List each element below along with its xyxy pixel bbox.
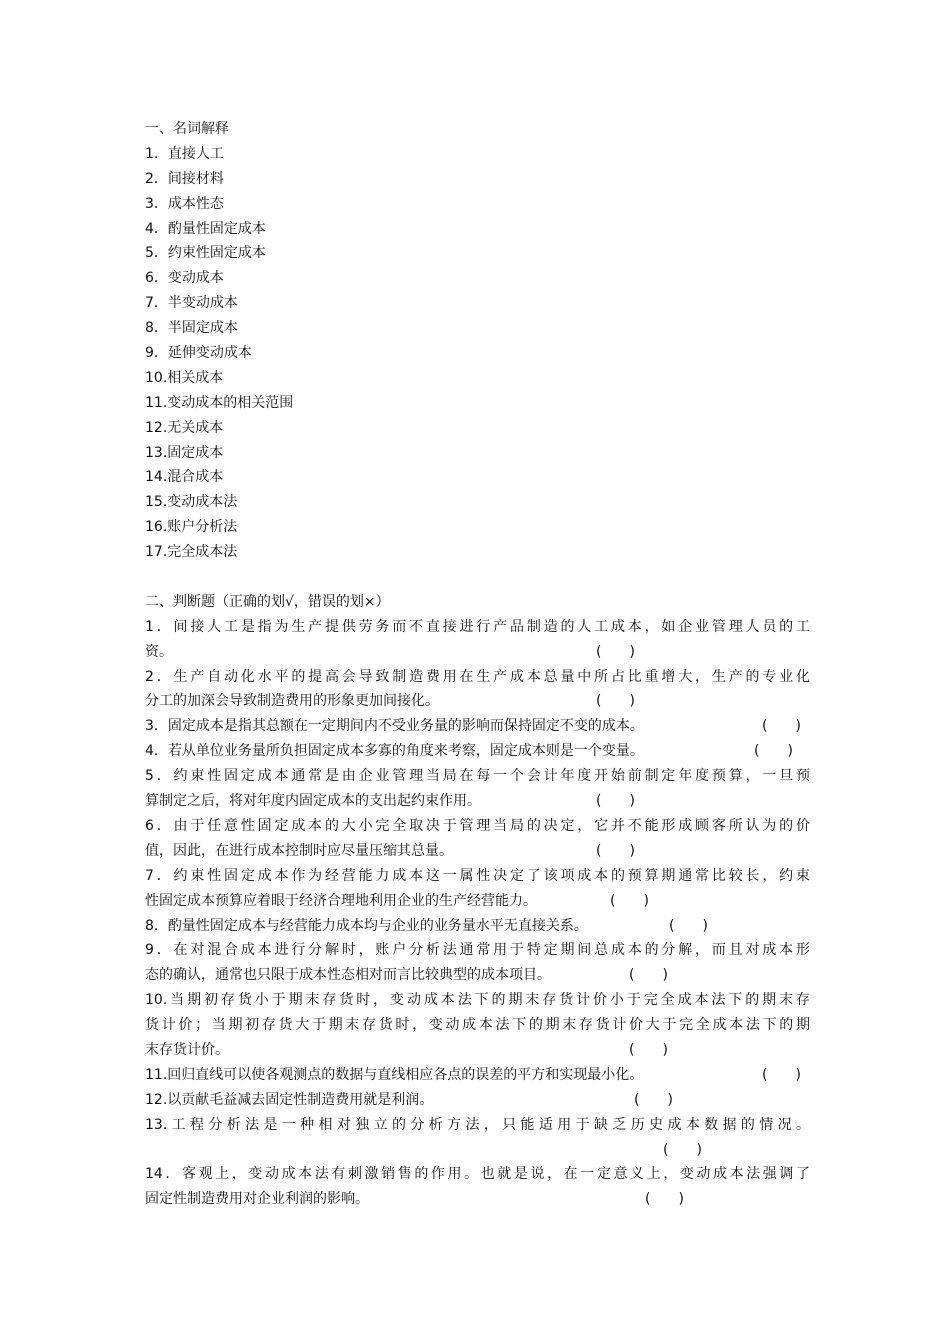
answer-parentheses[interactable]: ( ): [762, 718, 801, 735]
question-2-line-2: [145, 689, 810, 714]
term-item: 4．酌量性固定成本: [145, 220, 266, 237]
question-5-line-1: 5．约束性固定成本通常是由企业管理当局在每一个会计年度开始前制定年度预算，一旦预: [145, 768, 810, 785]
question-1-line-1: 1．间接人工是指为生产提供劳务而不直接进行产品制造的人工成本，如企业管理人员的工: [145, 618, 810, 635]
term-item: 11.变动成本的相关范围: [145, 394, 294, 411]
question-12-line-1: [145, 1088, 810, 1113]
question-11-line-1: [145, 1063, 810, 1088]
answer-parentheses[interactable]: ( ): [629, 1041, 668, 1058]
question-2-line-1: 2．生产自动化水平的提高会导致制造费用在生产成本总量中所占比重增大，生产的专业化: [145, 668, 810, 685]
question-5-line-2: [145, 789, 810, 814]
answer-parentheses[interactable]: ( ): [610, 892, 649, 909]
answer-parentheses[interactable]: ( ): [629, 967, 668, 984]
term-item: 3．成本性态: [145, 195, 224, 212]
question-text: 8．酌量性固定成本与经营能力成本均与企业的业务量水平无直接关系。: [145, 917, 588, 934]
answer-parentheses[interactable]: ( ): [596, 793, 635, 810]
question-7-line-1: 7．约束性固定成本作为经营能力成本这一属性决定了该项成本的预算期通常比较长，约束: [145, 867, 810, 884]
section1-heading: 一、名词解释: [145, 121, 229, 137]
question-10-line-2: 货计价；当期初存货大于期末存货时，变动成本法下的期末存货计价大于完全成本法下的期: [145, 1017, 810, 1034]
answer-parentheses[interactable]: ( ): [645, 1191, 684, 1208]
question-text: 4．若从单位业务量所负担固定成本多寡的角度来考察，固定成本则是一个变量。: [145, 743, 644, 760]
question-text: 分工的加深会导致制造费用的形象更加间接化。: [145, 693, 439, 710]
question-13-line-2: [145, 1138, 810, 1163]
question-1-line-2: [145, 640, 810, 665]
term-item: 12.无关成本: [145, 419, 224, 436]
question-9-line-2: [145, 963, 810, 988]
answer-parentheses[interactable]: ( ): [663, 1141, 702, 1158]
term-item: 5．约束性固定成本: [145, 245, 266, 262]
term-item: 9．延伸变动成本: [145, 345, 252, 362]
question-14-line-1: 14．客观上，变动成本法有刺激销售的作用。也就是说，在一定意义上，变动成本法强调了: [145, 1166, 810, 1183]
question-text: 态的确认，通常也只限于成本性态相对而言比较典型的成本项目。: [145, 967, 551, 984]
question-text: 11.回归直线可以使各观测点的数据与直线相应各点的误差的平方和实现最小化。: [145, 1066, 644, 1083]
question-9-line-1: 9．在对混合成本进行分解时，账户分析法通常用于特定期间总成本的分解，而且对成本形: [145, 942, 810, 959]
question-text: 算制定之后，将对年度内固定成本的支出起约束作用。: [145, 793, 481, 810]
answer-parentheses[interactable]: ( ): [634, 1091, 673, 1108]
term-item: 7．半变动成本: [145, 295, 238, 312]
question-4-line-1: [145, 739, 810, 764]
question-text: 末存货计价。: [145, 1041, 229, 1058]
term-item: 2．间接材料: [145, 170, 224, 187]
question-7-line-2: [145, 889, 810, 914]
section-gap: [145, 565, 810, 590]
question-6-line-2: [145, 839, 810, 864]
question-text: 固定性制造费用对企业利润的影响。: [145, 1191, 369, 1208]
question-6-line-1: 6．由于任意性固定成本的大小完全取决于管理当局的决定，它并不能形成顾客所认为的价: [145, 817, 810, 834]
question-text: 3．固定成本是指其总额在一定期间内不受业务量的影响而保持固定不变的成本。: [145, 718, 644, 735]
term-item: 16.账户分析法: [145, 519, 238, 536]
question-3-line-1: [145, 714, 810, 739]
question-text: 值，因此，在进行成本控制时应尽量压缩其总量。: [145, 842, 453, 859]
answer-parentheses[interactable]: ( ): [669, 917, 708, 934]
term-item: 10.相关成本: [145, 369, 224, 386]
term-item: 17.完全成本法: [145, 544, 238, 561]
answer-parentheses[interactable]: ( ): [596, 643, 635, 660]
answer-parentheses[interactable]: ( ): [596, 693, 635, 710]
question-text: 资。: [145, 643, 173, 660]
question-text: 12.以贡献毛益减去固定性制造费用就是利润。: [145, 1091, 434, 1108]
section2-heading: 二、判断题（正确的划√，错误的划×）: [145, 593, 390, 610]
question-8-line-1: [145, 914, 810, 939]
question-10-line-1: 10.当期初存货小于期末存货时，变动成本法下的期末存货计价小于完全成本法下的期末存: [145, 992, 810, 1009]
term-item: 14.混合成本: [145, 469, 224, 486]
term-item: 8．半固定成本: [145, 320, 238, 337]
document-content: [145, 117, 810, 1212]
term-item: 6．变动成本: [145, 270, 224, 287]
question-14-line-2: [145, 1187, 810, 1212]
question-13-line-1: 13.工程分析法是一种相对独立的分析方法，只能适用于缺乏历史成本数据的情况。: [145, 1116, 810, 1133]
answer-parentheses[interactable]: ( ): [754, 743, 793, 760]
answer-parentheses[interactable]: ( ): [596, 842, 635, 859]
answer-parentheses[interactable]: ( ): [762, 1066, 801, 1083]
question-text: 性固定成本预算应着眼于经济合理地利用企业的生产经营能力。: [145, 892, 537, 909]
question-10-line-3: [145, 1038, 810, 1063]
term-item: 13.固定成本: [145, 444, 224, 461]
term-item: 1．直接人工: [145, 145, 224, 162]
term-item: 15.变动成本法: [145, 494, 238, 511]
